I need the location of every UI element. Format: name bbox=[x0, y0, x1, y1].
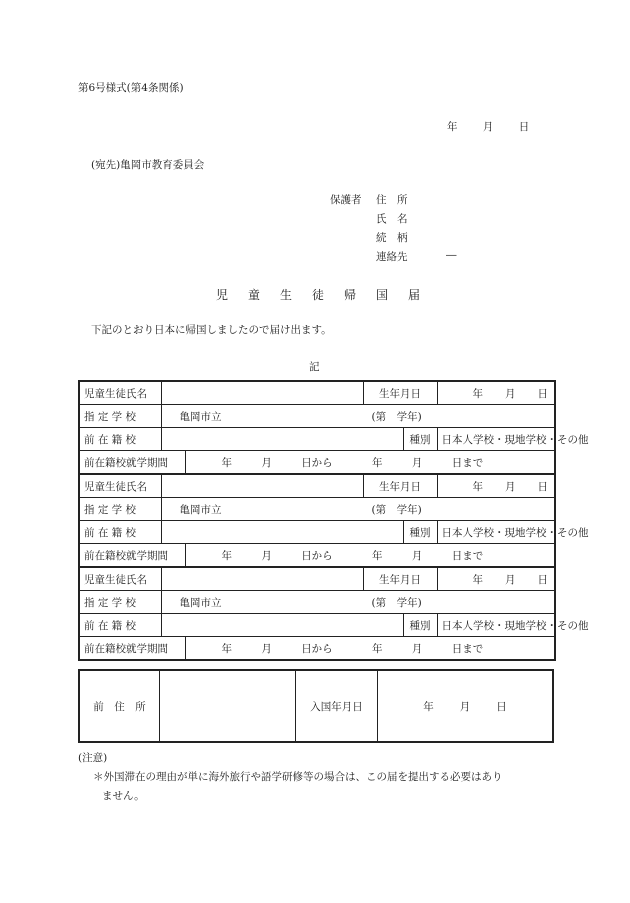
contact-dash: ― bbox=[446, 249, 457, 261]
birthdate-label: 生年月日 bbox=[363, 381, 437, 405]
type-label: 種別 bbox=[403, 614, 437, 637]
student-name-label: 児童生徒氏名 bbox=[79, 381, 161, 405]
entry-date-label: 入国年月日 bbox=[296, 671, 378, 741]
type-label: 種別 bbox=[403, 428, 437, 451]
student-name-field[interactable] bbox=[161, 474, 363, 498]
school-field[interactable]: 亀岡市立 (第 学年) bbox=[161, 591, 555, 614]
student-name-field[interactable] bbox=[161, 381, 363, 405]
prev-school-label: 前 在 籍 校 bbox=[79, 428, 161, 451]
prev-school-field[interactable] bbox=[161, 428, 403, 451]
address-block bbox=[78, 669, 554, 743]
prev-address-field[interactable] bbox=[160, 671, 296, 741]
ki-label: 記 bbox=[309, 361, 320, 373]
student-name-label: 児童生徒氏名 bbox=[79, 567, 161, 591]
guardian-address-label: 住 所 bbox=[376, 194, 408, 206]
school-label: 指 定 学 校 bbox=[79, 498, 161, 521]
prev-school-field[interactable] bbox=[161, 614, 403, 637]
period-label: 前在籍校就学期間 bbox=[79, 544, 185, 568]
school-label: 指 定 学 校 bbox=[79, 591, 161, 614]
school-field[interactable]: 亀岡市立 (第 学年) bbox=[161, 405, 555, 428]
prev-address-label: 前 住 所 bbox=[80, 671, 160, 741]
prev-school-label: 前 在 籍 校 bbox=[79, 521, 161, 544]
date-month: 月 bbox=[482, 121, 494, 133]
intro-text: 下記のとおり日本に帰国しましたので届け出ます。 bbox=[91, 324, 332, 336]
guardian-role: 保護者 bbox=[330, 194, 362, 206]
student-name-label: 児童生徒氏名 bbox=[79, 474, 161, 498]
page-title: 児 童 生 徒 帰 国 届 bbox=[216, 288, 425, 302]
date-day: 日 bbox=[518, 121, 530, 133]
birthdate-label: 生年月日 bbox=[363, 567, 437, 591]
type-label: 種別 bbox=[403, 521, 437, 544]
period-field[interactable]: 年 月 日から 年 月 日まで bbox=[185, 637, 555, 661]
student-name-field[interactable] bbox=[161, 567, 363, 591]
guardian-relation-label: 続 柄 bbox=[376, 232, 408, 244]
birthdate-field[interactable]: 年 月 日 bbox=[437, 474, 555, 498]
form-number: 第6号様式(第4条関係) bbox=[78, 82, 184, 94]
birthdate-field[interactable]: 年 月 日 bbox=[437, 567, 555, 591]
birthdate-field[interactable]: 年 月 日 bbox=[437, 381, 555, 405]
period-label: 前在籍校就学期間 bbox=[79, 637, 185, 661]
period-label: 前在籍校就学期間 bbox=[79, 451, 185, 475]
type-options[interactable]: 日本人学校・現地学校・その他 bbox=[437, 614, 555, 637]
guardian-name-label: 氏 名 bbox=[376, 213, 408, 225]
prev-school-field[interactable] bbox=[161, 521, 403, 544]
prev-school-label: 前 在 籍 校 bbox=[79, 614, 161, 637]
period-field[interactable]: 年 月 日から 年 月 日まで bbox=[185, 544, 555, 568]
notes-line2: ません。 bbox=[102, 790, 145, 802]
entry-date-field[interactable]: 年 月 日 bbox=[423, 700, 507, 713]
notes-line1: ＊外国滞在の理由が単に海外旅行や語学研修等の場合は、この届を提出する必要はあり bbox=[93, 771, 503, 783]
period-field[interactable]: 年 月 日から 年 月 日まで bbox=[185, 451, 555, 475]
date-line bbox=[447, 119, 529, 134]
date-year: 年 bbox=[447, 121, 458, 133]
school-label: 指 定 学 校 bbox=[79, 405, 161, 428]
student-table bbox=[78, 380, 589, 661]
school-field[interactable]: 亀岡市立 (第 学年) bbox=[161, 498, 555, 521]
guardian-contact-label: 連絡先 bbox=[376, 251, 408, 263]
type-options[interactable]: 日本人学校・現地学校・その他 bbox=[437, 521, 555, 544]
notes-heading: (注意) bbox=[78, 752, 108, 764]
addressee: (宛先)亀岡市教育委員会 bbox=[91, 159, 205, 171]
birthdate-label: 生年月日 bbox=[363, 474, 437, 498]
type-options[interactable]: 日本人学校・現地学校・その他 bbox=[437, 428, 555, 451]
